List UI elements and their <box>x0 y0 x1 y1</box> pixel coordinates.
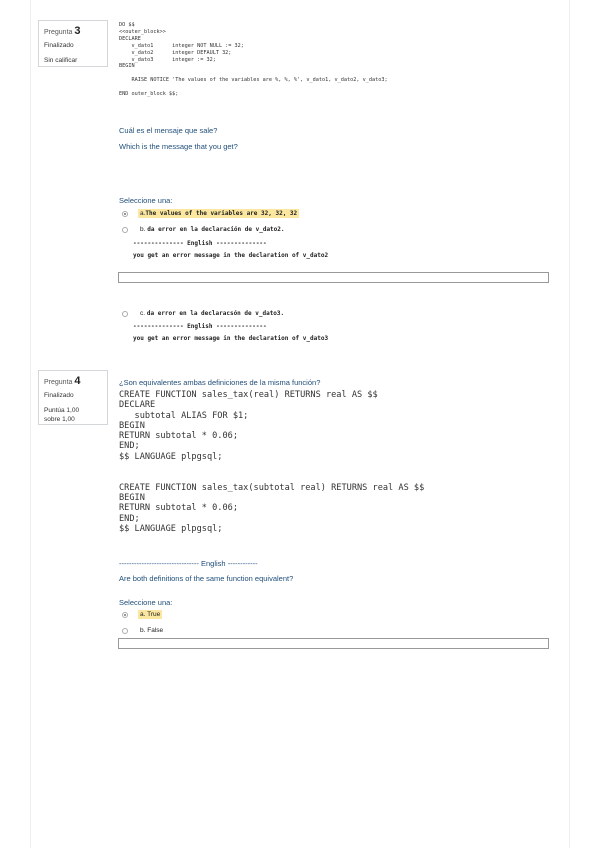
q3-code-line: DO $$ <box>119 22 135 28</box>
q3-option-b-radio[interactable] <box>122 227 128 233</box>
q3-code-line: END outer_block $$; <box>119 91 179 98</box>
q4-code-line: BEGIN <box>119 420 145 431</box>
q3-feedback-box <box>118 272 549 283</box>
question-4-code <box>119 390 424 534</box>
q3-code-line: RAISE NOTICE 'The values of the variables are %, %, %', v_dato1, v_dato2, v_dato3; <box>119 77 388 84</box>
q3-code-line: v_dato1 integer NOT NULL := 32; <box>119 42 244 49</box>
question-4-grade: Puntúa 1,00 sobre 1,00 <box>44 407 80 423</box>
question-4-info-box <box>38 370 108 425</box>
q3-option-c-english: you get an error message in the declaration of v_dato3 <box>133 335 329 342</box>
q4-code-line: DECLARE <box>119 400 156 411</box>
question-3-grade: Sin calificar <box>44 57 78 64</box>
q3-option-b-english: you get an error message in the declaration of v_dato2 <box>133 252 329 259</box>
question-4-english-separator: -------------------------------- English ------------ <box>119 559 258 568</box>
q3-code-line: v_dato3 integer := 32; <box>119 56 216 63</box>
q4-code-line: CREATE FUNCTION sales_tax(subtotal real) RETURNS real AS $$ <box>119 482 425 493</box>
question-3-text-es: Cuál es el mensaje que sale? <box>119 126 218 135</box>
question-4-select-label: Seleccione una: <box>119 598 173 607</box>
q4-code-line: subtotal ALIAS FOR $1; <box>119 410 249 421</box>
q4-feedback-box <box>118 638 549 649</box>
question-3-number: Pregunta 3 <box>44 25 81 37</box>
question-4-number: Pregunta 4 <box>44 375 81 387</box>
question-3-text-en: Which is the message that you get? <box>119 142 238 151</box>
question-4-text-en: Are both definitions of the same function equivalent? <box>119 574 294 583</box>
page-border-right <box>569 0 570 848</box>
question-3-select-label: Seleccione una: <box>119 196 173 205</box>
q3-option-a-radio[interactable] <box>122 211 128 217</box>
question-3-info-box <box>38 20 108 67</box>
q4-code-line: END; <box>119 441 140 452</box>
question-3-code <box>119 22 388 98</box>
q4-option-a-radio[interactable] <box>122 612 128 618</box>
q3-code-line: BEGIN <box>119 63 135 70</box>
q4-code-line: $$ LANGUAGE plpgsql; <box>119 451 223 462</box>
q3-option-b[interactable]: b. da error en la declaración de v_dato2. <box>140 226 285 233</box>
question-4-state: Finalizado <box>44 392 74 399</box>
q3-option-c-radio[interactable] <box>122 311 128 317</box>
q3-option-a[interactable]: a.The values of the variables are 32, 32, 32 <box>140 210 298 217</box>
q4-option-a[interactable]: a. True <box>140 611 161 618</box>
q3-code-line: DECLARE <box>119 35 141 42</box>
question-4-text-es: ¿Son equivalentes ambas definiciones de la misma función? <box>119 378 321 387</box>
q3-option-c[interactable]: c. da error en la declaracsón de v_dato3. <box>140 310 285 317</box>
q4-code-line: RETURN subtotal * 0.06; <box>119 503 238 514</box>
q4-option-b[interactable]: b. False <box>140 627 164 634</box>
q4-code-line: $$ LANGUAGE plpgsql; <box>119 523 223 534</box>
q4-option-b-radio[interactable] <box>122 628 128 634</box>
q3-option-b-separator: -------------- English -------------- <box>133 240 267 247</box>
q4-code-line: END; <box>119 513 140 524</box>
question-3-state: Finalizado <box>44 42 74 49</box>
q3-option-c-separator: -------------- English -------------- <box>133 323 267 330</box>
page-border-left <box>30 0 31 848</box>
q3-code-line: <<outer_block>> <box>119 28 166 35</box>
q3-code-line: v_dato2 integer DEFAULT 32; <box>119 49 232 56</box>
q4-code-line: CREATE FUNCTION sales_tax(real) RETURNS real AS $$ <box>119 390 378 400</box>
q4-code-line: RETURN subtotal * 0.06; <box>119 431 238 442</box>
q4-code-line: BEGIN <box>119 492 145 503</box>
